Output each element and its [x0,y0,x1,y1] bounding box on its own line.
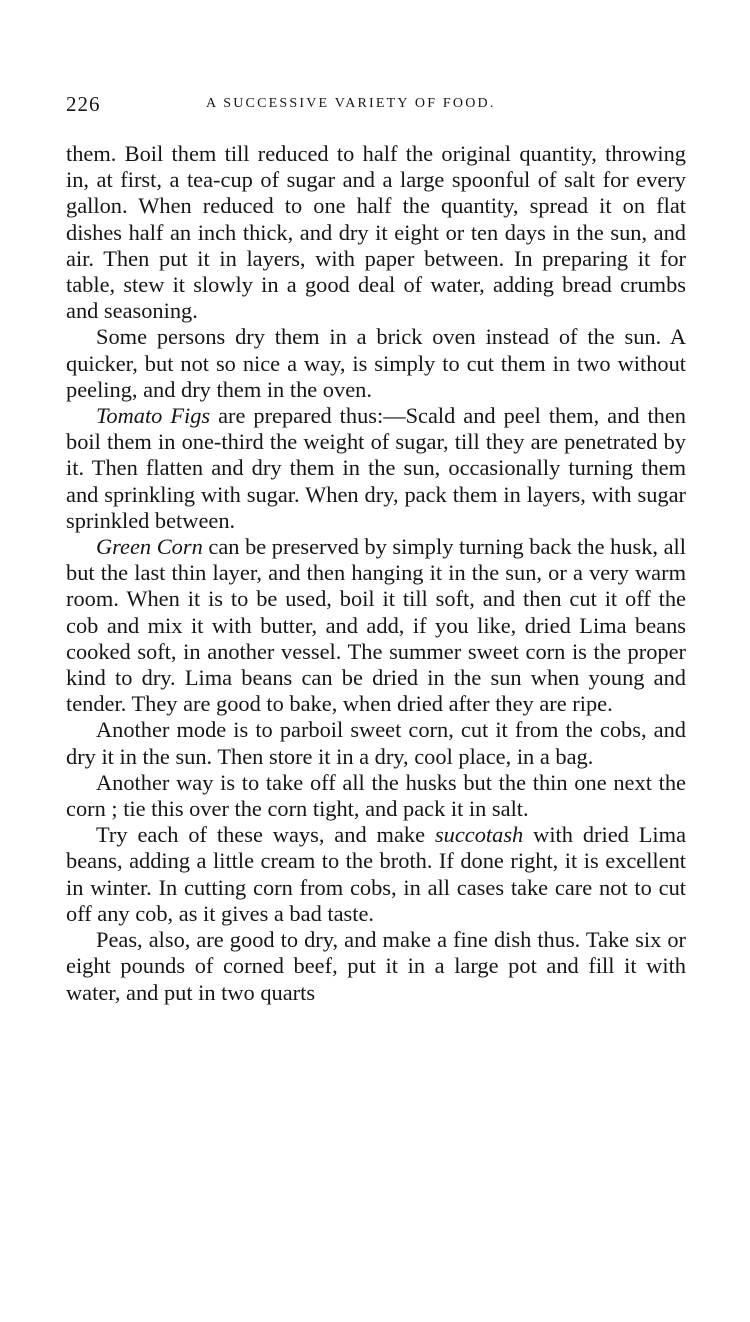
paragraph-text: are prepared thus:—Scald and peel them, and then boil them in one-third the weight of sugar, till they are penetrated by it. Then flatten and dry them in the sun, occasionally turning them and sprinkling with sugar. When dry, pack them in layers, with sugar sprinkled between. [66,403,686,533]
paragraph-text: can be preserved by simply turning back the husk, all but the last thin layer, and then hanging it in the sun, or a very warm room. When it is to be used, boil it till soft, and then cut it off the cob and mix it with butter, and add, if you like, dried Lima beans cooked soft, in another vessel. The summer sweet corn is the proper kind to dry. Lima beans can be dried in the sun when young and tender. They are good to bake, when dried after they are ripe. [66,534,687,717]
paragraph-text: Another mode is to parboil sweet corn, cut it from the cobs, and dry it in the sun. Then store it in a dry, cool place, in a bag. [66,717,686,769]
paragraph-tomato-figs [66,403,686,534]
paragraph-lead-italic: Green Corn [96,534,203,560]
paragraph-lead-italic: Tomato Figs [96,403,211,429]
running-head [66,92,686,122]
paragraph-continued [66,141,686,324]
paragraph-peas [66,927,686,1006]
paragraph-brick-oven [66,324,686,403]
paragraph-succotash [66,822,686,927]
paragraph-text: them. Boil them till reduced to half the original quantity, throwing in, at first, a tea-cup of sugar and a large spoonful of salt for every gallon. When reduced to one half the quantity, spread it on flat dishes half an inch thick, and dry it eight or ten days in the sun, and air. Then put it in layers, with paper between. In preparing it for table, stew it slowly in a good deal of water, adding bread crumbs and seasoning. [66,141,686,324]
paragraph-text: Peas, also, are good to dry, and make a fine dish thus. Take six or eight pounds of corned beef, put it in a large pot and fill it with water, and put in two quarts [66,927,686,1005]
paragraph-text: Another way is to take off all the husks but the thin one next the corn ; tie this over the corn tight, and pack it in salt. [66,769,686,822]
paragraph-husks [66,770,686,822]
paragraph-text: with dried Lima beans, adding a little cream to the broth. If done right, it is excellent in winter. In cutting corn from cobs, in all cases take care not to cut off any cob, as it gives a bad taste. [66,822,687,926]
running-title: A SUCCESSIVE VARIETY OF FOOD. [206,96,496,111]
paragraph-green-corn [66,534,686,717]
body-text [66,141,686,1006]
paragraph-emphasis: succotash [434,822,524,848]
paragraph-parboil [66,717,686,769]
page-number: 226 [66,92,101,116]
paragraph-text: Some persons dry them in a brick oven instead of the sun. A quicker, but not so nice a way, is simply to cut them in two without peeling, and dry them in the oven. [66,324,686,402]
paragraph-text: Try each of these ways, and make [96,822,435,848]
